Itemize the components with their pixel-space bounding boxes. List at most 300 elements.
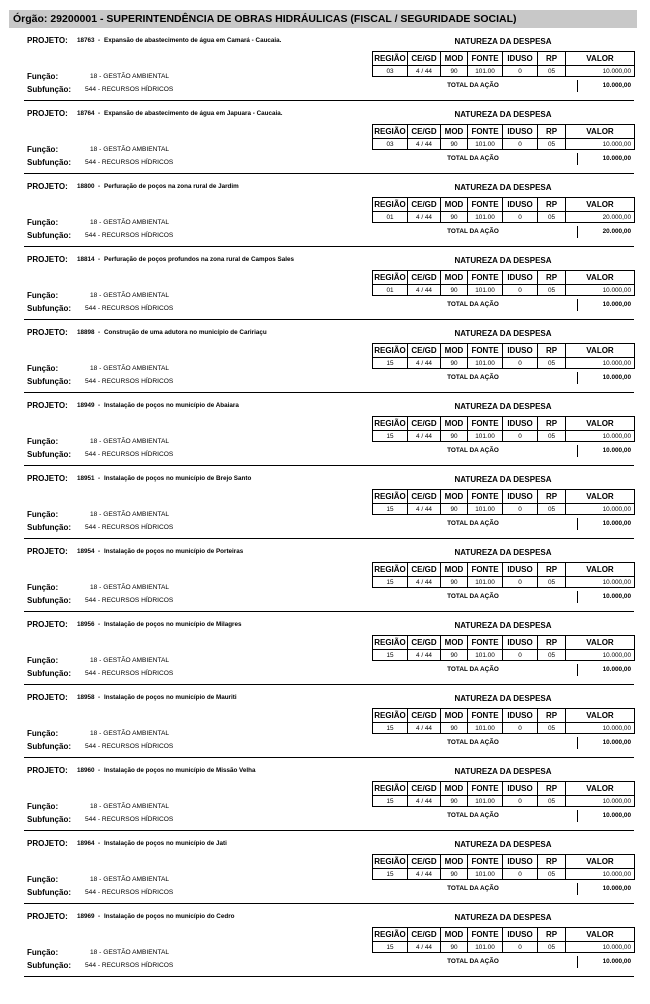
funcao-label: Função: [27,291,59,300]
column-header: VALOR [566,928,635,942]
project-block [0,544,650,617]
project-description: Instalação de poços no município do Cedro [104,913,235,920]
table-row [373,942,635,953]
column-header: RP [538,782,566,796]
cell: 20.000,00 [566,212,635,223]
cell: 0 [503,66,538,77]
cell: 05 [538,504,566,515]
funcao-value: 18 - GESTÃO AMBIENTAL [90,146,170,153]
natureza-table [372,562,635,588]
project-dash: - [98,329,101,336]
table-row [373,723,635,734]
cell: 10.000,00 [566,139,635,150]
column-header: CE/GD [408,636,441,650]
natureza-title: NATUREZA DA DESPESA [454,767,552,776]
cell: 05 [538,650,566,661]
cell: 101.00 [468,723,503,734]
total-label: TOTAL DA AÇÃO [447,739,499,746]
cell: 10.000,00 [566,650,635,661]
funcao-label: Função: [27,364,59,373]
table-header-row [373,855,635,869]
table-row [373,504,635,515]
column-header: MOD [441,709,468,723]
column-header: CE/GD [408,782,441,796]
project-code: 18951 [77,475,95,482]
column-header: REGIÃO [373,636,408,650]
project-description: Instalação de poços no município de Abaiara [104,402,239,409]
natureza-title: NATUREZA DA DESPESA [454,329,552,338]
subfuncao-value: 544 - RECURSOS HÍDRICOS [85,597,174,604]
orgao-header: Órgão: 29200001 - SUPERINTENDÊNCIA DE OBRAS HIDRÁULICAS (FISCAL / SEGURIDADE SOCIAL) [9,10,637,28]
column-header: REGIÃO [373,52,408,66]
column-header: REGIÃO [373,563,408,577]
table-row [373,650,635,661]
project-description: Construção de uma adutora no município de Caririaçu [104,329,267,336]
cell: 101.00 [468,358,503,369]
cell: 0 [503,285,538,296]
subfuncao-label: Subfunção: [27,961,71,970]
block-separator [24,611,634,612]
column-header: FONTE [468,125,503,139]
cell: 101.00 [468,796,503,807]
cell: 90 [441,723,468,734]
cell: 03 [373,66,408,77]
cell: 15 [373,942,408,953]
block-separator [24,246,634,247]
subfuncao-label: Subfunção: [27,888,71,897]
cell: 0 [503,431,538,442]
table-header-row [373,490,635,504]
projeto-label: PROJETO: [27,474,68,483]
column-header: FONTE [468,271,503,285]
column-header: MOD [441,490,468,504]
column-header: REGIÃO [373,928,408,942]
natureza-title: NATUREZA DA DESPESA [454,475,552,484]
project-code: 18949 [77,402,95,409]
cell: 90 [441,504,468,515]
project-code: 18763 [77,37,95,44]
project-code: 18958 [77,694,95,701]
natureza-title: NATUREZA DA DESPESA [454,110,552,119]
funcao-label: Função: [27,583,59,592]
projeto-label: PROJETO: [27,401,68,410]
subfuncao-value: 544 - RECURSOS HÍDRICOS [85,86,174,93]
column-header: FONTE [468,636,503,650]
funcao-value: 18 - GESTÃO AMBIENTAL [90,365,170,372]
cell: 0 [503,869,538,880]
cell: 90 [441,66,468,77]
table-row [373,66,635,77]
project-description: Perfuração de poços profundos na zona rural de Campos Sales [104,256,295,263]
column-header: MOD [441,563,468,577]
projeto-label: PROJETO: [27,255,68,264]
cell: 4 / 44 [408,577,441,588]
cell: 101.00 [468,577,503,588]
subfuncao-label: Subfunção: [27,742,71,751]
cell: 05 [538,285,566,296]
projeto-label: PROJETO: [27,109,68,118]
column-header: FONTE [468,563,503,577]
project-dash: - [98,913,101,920]
column-header: IDUSO [503,490,538,504]
project-block [0,909,650,982]
column-header: CE/GD [408,52,441,66]
cell: 05 [538,942,566,953]
project-block [0,836,650,909]
project-block [0,690,650,763]
column-header: RP [538,417,566,431]
project-block [0,179,650,252]
project-code: 18800 [77,183,95,190]
project-block [0,471,650,544]
project-dash: - [98,548,101,555]
column-header: IDUSO [503,344,538,358]
project-description: Expansão de abastecimento de água em Camará - Caucaia. [104,37,282,44]
column-header: REGIÃO [373,417,408,431]
cell: 101.00 [468,212,503,223]
cell: 0 [503,139,538,150]
funcao-value: 18 - GESTÃO AMBIENTAL [90,949,170,956]
cell: 15 [373,796,408,807]
cell: 05 [538,358,566,369]
projeto-label: PROJETO: [27,328,68,337]
project-block [0,398,650,471]
funcao-value: 18 - GESTÃO AMBIENTAL [90,511,170,518]
table-row [373,285,635,296]
column-header: MOD [441,198,468,212]
column-header: RP [538,709,566,723]
column-header: VALOR [566,855,635,869]
cell: 10.000,00 [566,796,635,807]
natureza-title: NATUREZA DA DESPESA [454,37,552,46]
cell: 0 [503,504,538,515]
cell: 90 [441,942,468,953]
column-header: REGIÃO [373,782,408,796]
funcao-value: 18 - GESTÃO AMBIENTAL [90,730,170,737]
cell: 10.000,00 [566,942,635,953]
column-header: VALOR [566,344,635,358]
table-header-row [373,417,635,431]
column-header: FONTE [468,344,503,358]
subfuncao-value: 544 - RECURSOS HÍDRICOS [85,378,174,385]
cell: 0 [503,650,538,661]
table-row [373,358,635,369]
cell: 0 [503,358,538,369]
column-header: RP [538,125,566,139]
cell: 10.000,00 [566,869,635,880]
projeto-label: PROJETO: [27,839,68,848]
column-header: RP [538,928,566,942]
funcao-label: Função: [27,437,59,446]
cell: 4 / 44 [408,650,441,661]
column-header: VALOR [566,125,635,139]
funcao-value: 18 - GESTÃO AMBIENTAL [90,803,170,810]
cell: 4 / 44 [408,212,441,223]
cell: 90 [441,358,468,369]
funcao-value: 18 - GESTÃO AMBIENTAL [90,219,170,226]
total-label: TOTAL DA AÇÃO [447,812,499,819]
table-header-row [373,344,635,358]
column-header: FONTE [468,52,503,66]
column-header: FONTE [468,855,503,869]
block-separator [24,976,634,977]
table-row [373,796,635,807]
column-header: VALOR [566,490,635,504]
cell: 05 [538,869,566,880]
subfuncao-label: Subfunção: [27,158,71,167]
cell: 101.00 [468,431,503,442]
project-description: Instalação de poços no município de Jati [104,840,227,847]
subfuncao-label: Subfunção: [27,669,71,678]
project-description: Instalação de poços no município de Missão Velha [104,767,256,774]
cell: 4 / 44 [408,504,441,515]
cell: 101.00 [468,504,503,515]
column-header: IDUSO [503,563,538,577]
natureza-table [372,854,635,880]
column-header: REGIÃO [373,709,408,723]
project-block [0,252,650,325]
project-description: Perfuração de poços na zona rural de Jardim [104,183,239,190]
column-header: CE/GD [408,344,441,358]
column-header: FONTE [468,417,503,431]
column-header: CE/GD [408,490,441,504]
funcao-label: Função: [27,802,59,811]
natureza-title: NATUREZA DA DESPESA [454,840,552,849]
projeto-label: PROJETO: [27,36,68,45]
column-header: FONTE [468,198,503,212]
project-dash: - [98,402,101,409]
column-header: REGIÃO [373,271,408,285]
project-dash: - [98,621,101,628]
column-header: MOD [441,344,468,358]
cell: 05 [538,796,566,807]
cell: 4 / 44 [408,139,441,150]
table-header-row [373,198,635,212]
column-header: RP [538,198,566,212]
projeto-label: PROJETO: [27,620,68,629]
subfuncao-label: Subfunção: [27,596,71,605]
cell: 15 [373,358,408,369]
project-description: Instalação de poços no município de Mauriti [104,694,237,701]
table-header-row [373,52,635,66]
column-header: MOD [441,782,468,796]
column-header: VALOR [566,782,635,796]
cell: 4 / 44 [408,285,441,296]
table-header-row [373,782,635,796]
total-value: 10.000,00 [602,812,631,819]
project-dash: - [98,110,101,117]
total-label: TOTAL DA AÇÃO [447,666,499,673]
table-row [373,139,635,150]
natureza-table [372,489,635,515]
column-header: MOD [441,52,468,66]
natureza-table [372,708,635,734]
total-label: TOTAL DA AÇÃO [447,885,499,892]
cell: 0 [503,796,538,807]
cell: 01 [373,285,408,296]
natureza-title: NATUREZA DA DESPESA [454,548,552,557]
column-header: VALOR [566,271,635,285]
cell: 10.000,00 [566,285,635,296]
column-header: RP [538,636,566,650]
natureza-table [372,197,635,223]
subfuncao-value: 544 - RECURSOS HÍDRICOS [85,305,174,312]
cell: 15 [373,504,408,515]
total-value: 10.000,00 [602,666,631,673]
column-header: IDUSO [503,782,538,796]
cell: 90 [441,869,468,880]
column-header: MOD [441,855,468,869]
total-label: TOTAL DA AÇÃO [447,593,499,600]
column-header: IDUSO [503,709,538,723]
natureza-table [372,781,635,807]
column-header: IDUSO [503,198,538,212]
cell: 101.00 [468,285,503,296]
cell: 10.000,00 [566,504,635,515]
funcao-label: Função: [27,218,59,227]
column-header: VALOR [566,417,635,431]
subfuncao-value: 544 - RECURSOS HÍDRICOS [85,962,174,969]
cell: 15 [373,431,408,442]
funcao-label: Função: [27,875,59,884]
projeto-label: PROJETO: [27,182,68,191]
subfuncao-label: Subfunção: [27,85,71,94]
total-label: TOTAL DA AÇÃO [447,374,499,381]
column-header: FONTE [468,709,503,723]
cell: 05 [538,723,566,734]
table-header-row [373,271,635,285]
table-header-row [373,563,635,577]
natureza-title: NATUREZA DA DESPESA [454,621,552,630]
subfuncao-label: Subfunção: [27,304,71,313]
cell: 4 / 44 [408,942,441,953]
block-separator [24,392,634,393]
total-value: 10.000,00 [602,447,631,454]
project-description: Instalação de poços no município de Porteiras [104,548,244,555]
funcao-label: Função: [27,656,59,665]
cell: 90 [441,431,468,442]
project-block [0,106,650,179]
subfuncao-value: 544 - RECURSOS HÍDRICOS [85,816,174,823]
project-block [0,325,650,398]
cell: 101.00 [468,869,503,880]
column-header: IDUSO [503,636,538,650]
project-dash: - [98,694,101,701]
natureza-table [372,635,635,661]
total-label: TOTAL DA AÇÃO [447,447,499,454]
natureza-title: NATUREZA DA DESPESA [454,913,552,922]
funcao-value: 18 - GESTÃO AMBIENTAL [90,876,170,883]
cell: 4 / 44 [408,723,441,734]
projeto-label: PROJETO: [27,547,68,556]
cell: 90 [441,650,468,661]
block-separator [24,903,634,904]
cell: 101.00 [468,942,503,953]
total-value: 20.000,00 [602,228,631,235]
total-value: 10.000,00 [602,593,631,600]
column-header: IDUSO [503,928,538,942]
cell: 4 / 44 [408,869,441,880]
column-header: RP [538,52,566,66]
total-label: TOTAL DA AÇÃO [447,82,499,89]
cell: 05 [538,212,566,223]
block-separator [24,100,634,101]
table-row [373,869,635,880]
column-header: CE/GD [408,271,441,285]
cell: 90 [441,796,468,807]
project-block [0,33,650,106]
column-header: CE/GD [408,417,441,431]
funcao-value: 18 - GESTÃO AMBIENTAL [90,584,170,591]
cell: 0 [503,942,538,953]
natureza-table [372,270,635,296]
column-header: RP [538,271,566,285]
project-dash: - [98,256,101,263]
table-header-row [373,125,635,139]
cell: 10.000,00 [566,577,635,588]
column-header: IDUSO [503,855,538,869]
total-label: TOTAL DA AÇÃO [447,155,499,162]
cell: 10.000,00 [566,723,635,734]
block-separator [24,538,634,539]
project-dash: - [98,767,101,774]
column-header: VALOR [566,52,635,66]
natureza-table [372,343,635,369]
column-header: REGIÃO [373,344,408,358]
column-header: VALOR [566,563,635,577]
subfuncao-label: Subfunção: [27,523,71,532]
project-code: 18969 [77,913,95,920]
column-header: VALOR [566,198,635,212]
project-code: 18964 [77,840,95,847]
total-value: 10.000,00 [602,739,631,746]
column-header: CE/GD [408,198,441,212]
column-header: RP [538,855,566,869]
cell: 90 [441,285,468,296]
cell: 0 [503,723,538,734]
funcao-value: 18 - GESTÃO AMBIENTAL [90,438,170,445]
projeto-label: PROJETO: [27,766,68,775]
project-code: 18960 [77,767,95,774]
total-label: TOTAL DA AÇÃO [447,958,499,965]
column-header: REGIÃO [373,855,408,869]
column-header: MOD [441,271,468,285]
subfuncao-value: 544 - RECURSOS HÍDRICOS [85,670,174,677]
cell: 03 [373,139,408,150]
project-description: Instalação de poços no município de Brejo Santo [104,475,252,482]
column-header: FONTE [468,490,503,504]
funcao-label: Função: [27,948,59,957]
block-separator [24,319,634,320]
subfuncao-value: 544 - RECURSOS HÍDRICOS [85,743,174,750]
total-value: 10.000,00 [602,82,631,89]
column-header: FONTE [468,928,503,942]
cell: 15 [373,869,408,880]
funcao-value: 18 - GESTÃO AMBIENTAL [90,73,170,80]
column-header: MOD [441,928,468,942]
column-header: VALOR [566,636,635,650]
cell: 4 / 44 [408,431,441,442]
funcao-label: Função: [27,72,59,81]
cell: 05 [538,577,566,588]
column-header: CE/GD [408,125,441,139]
project-dash: - [98,840,101,847]
column-header: MOD [441,417,468,431]
subfuncao-label: Subfunção: [27,815,71,824]
column-header: REGIÃO [373,198,408,212]
column-header: IDUSO [503,125,538,139]
column-header: CE/GD [408,563,441,577]
